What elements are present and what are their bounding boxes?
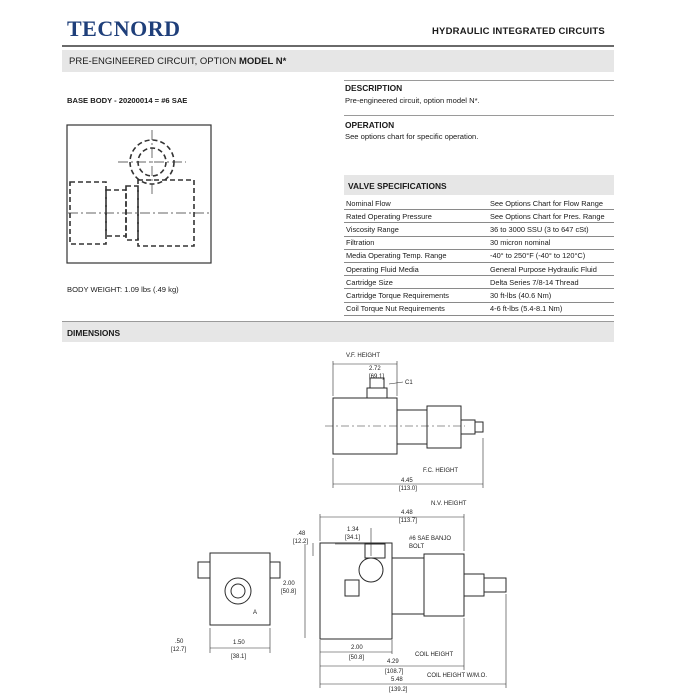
- spec-value: See Options Chart for Pres. Range: [488, 210, 614, 223]
- spec-label: Nominal Flow: [344, 197, 488, 210]
- side-view-fitting-right: [270, 562, 280, 578]
- dim-134: 1.34: [347, 527, 359, 533]
- dim-50-mm: [12.7]: [171, 647, 187, 653]
- top-view-coil: [427, 406, 461, 448]
- spec-label: Operating Fluid Media: [344, 262, 488, 275]
- table-row: [344, 289, 614, 302]
- description-text: Pre-engineered circuit, option model N*.: [345, 96, 480, 105]
- spec-value: 30 ft-lbs (40.6 Nm): [488, 289, 614, 302]
- dim-548: 5.48: [391, 677, 403, 683]
- base-body-drawing: [66, 124, 212, 264]
- table-row: [344, 210, 614, 223]
- dim-200-v: 2.00: [283, 581, 295, 587]
- table-row: [344, 276, 614, 289]
- spec-value: -40° to 250°F (-40° to 120°C): [488, 249, 614, 262]
- dim-429-mm: [108.7]: [385, 669, 404, 675]
- document-category: HYDRAULIC INTEGRATED CIRCUITS: [432, 26, 605, 37]
- base-body-title: BASE BODY - 20200014 = #6 SAE: [67, 96, 188, 105]
- dimensions-header-bar: [62, 322, 614, 342]
- dim-200-v-mm: [50.8]: [281, 589, 297, 595]
- top-view-manual-override: [475, 422, 483, 432]
- operation-heading: OPERATION: [345, 120, 395, 130]
- description-heading: DESCRIPTION: [345, 83, 403, 93]
- spec-value: 30 micron nominal: [488, 236, 614, 249]
- table-row: [344, 236, 614, 249]
- operation-rule: [344, 115, 614, 116]
- dimensions-heading: DIMENSIONS: [67, 328, 121, 338]
- spec-label: Rated Operating Pressure: [344, 210, 488, 223]
- spec-label: Filtration: [344, 236, 488, 249]
- spec-value: Delta Series 7/8-14 Thread: [488, 276, 614, 289]
- spec-value: 36 to 3000 SSU (3 to 647 cSt): [488, 223, 614, 236]
- table-row: [344, 249, 614, 262]
- dim-48: .48: [297, 531, 306, 537]
- front-view-banjo-head: [365, 544, 385, 558]
- spec-label: Cartridge Torque Requirements: [344, 289, 488, 302]
- table-row: [344, 197, 614, 210]
- spec-value: 4-6 ft-lbs (5.4-8.1 Nm): [488, 302, 614, 315]
- table-row: [344, 223, 614, 236]
- side-view-fitting-left: [198, 562, 210, 578]
- subtitle-model: MODEL N*: [238, 56, 287, 67]
- description-rule: [344, 80, 614, 81]
- dimensions-drawing: [165, 348, 515, 694]
- front-view-label: [345, 580, 359, 596]
- coil-height-label: COIL HEIGHT: [415, 652, 454, 658]
- brand-logo: TECNORD: [67, 16, 181, 41]
- dim-48-mm: [12.2]: [293, 539, 309, 545]
- valve-specs-table: [344, 197, 614, 316]
- table-row: [344, 262, 614, 275]
- front-view-banjo-bolt: [359, 558, 383, 582]
- table-row: [344, 302, 614, 315]
- top-view-cartridge: [397, 410, 427, 444]
- page-subtitle: [69, 56, 286, 67]
- c1-label: C1: [405, 380, 413, 386]
- spec-label: Viscosity Range: [344, 223, 488, 236]
- top-view-coil-nut: [461, 420, 475, 434]
- dim-200-h: 2.00: [351, 645, 363, 651]
- spec-label: Cartridge Size: [344, 276, 488, 289]
- front-view-cartridge: [392, 558, 424, 614]
- fc-dim: 4.45: [401, 478, 413, 484]
- banjo-label-2: BOLT: [409, 544, 425, 550]
- spec-value: See Options Chart for Flow Range: [488, 197, 614, 210]
- header-divider: [62, 45, 614, 47]
- operation-text: See options chart for specific operation.: [345, 132, 479, 141]
- top-view-cap: [367, 388, 387, 398]
- valve-specs-heading: VALVE SPECIFICATIONS: [348, 181, 447, 191]
- front-view-coil-nut: [464, 574, 484, 596]
- fc-dim-mm: [113.0]: [399, 486, 417, 492]
- port-a-label: A: [253, 610, 258, 616]
- side-view-body: [210, 553, 270, 625]
- banjo-label-1: #6 SAE BANJO: [409, 536, 452, 542]
- spec-label: Coil Torque Nut Requirements: [344, 302, 488, 315]
- front-view-body: [320, 543, 392, 639]
- dim-200-h-mm: [50.8]: [349, 655, 365, 661]
- body-weight: BODY WEIGHT: 1.09 lbs (.49 kg): [67, 285, 179, 294]
- front-view-override: [484, 578, 506, 592]
- subtitle-prefix: PRE-ENGINEERED CIRCUIT, OPTION: [69, 56, 239, 67]
- front-view-coil: [424, 554, 464, 616]
- dim-429: 4.29: [387, 659, 399, 665]
- spec-label: Media Operating Temp. Range: [344, 249, 488, 262]
- vf-dim: 2.72: [369, 366, 381, 372]
- nv-dim: 4.48: [401, 510, 413, 516]
- vf-dim-mm: [69.1]: [369, 374, 385, 380]
- nv-dim-mm: [113.7]: [399, 518, 417, 524]
- dim-50: .50: [175, 639, 184, 645]
- dim-150-mm: [38.1]: [231, 654, 247, 660]
- vf-height-label: V.F. HEIGHT: [345, 353, 381, 359]
- nv-height-label: N.V. HEIGHT: [431, 501, 467, 507]
- side-view-port: [225, 578, 251, 604]
- dim-150: 1.50: [233, 640, 245, 646]
- dim-548-mm: [139.2]: [389, 687, 408, 693]
- spec-value: General Purpose Hydraulic Fluid: [488, 262, 614, 275]
- coil-height-wm-label: COIL HEIGHT W/M.O.: [427, 673, 488, 679]
- fc-height-label: F.C. HEIGHT: [423, 468, 459, 474]
- dim-134-mm: [34.1]: [345, 535, 361, 541]
